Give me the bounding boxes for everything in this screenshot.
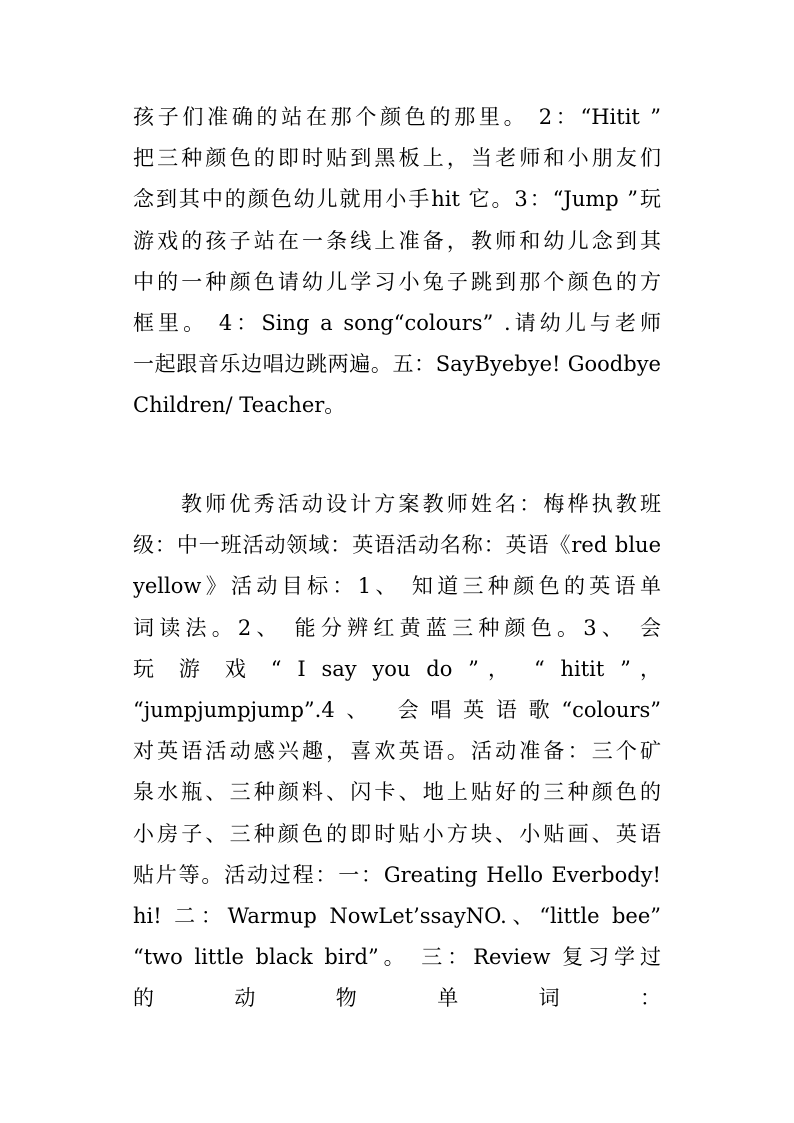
text-line: 中的一种颜色请幼儿学习小兔子跳到那个颜色的方 bbox=[133, 269, 661, 294]
text-line: yellow》活动目标：1、 知道三种颜色的英语单 bbox=[133, 574, 661, 599]
text-line: “jumpjumpjump”.4、 会唱英语歌“colours” bbox=[133, 697, 661, 722]
text-line: 贴片等。活动过程：一：Greating Hello Everbody! bbox=[133, 862, 661, 887]
paragraph-continued-lesson bbox=[133, 97, 661, 427]
text-line: 教师优秀活动设计方案教师姓名：梅桦执教班 bbox=[181, 492, 661, 516]
text-line: “two little black bird”。 三：Review 复习学过 bbox=[133, 945, 661, 970]
text-line: 框里。 4：Sing a song“colours” .请幼儿与老师 bbox=[133, 310, 661, 335]
text-line: hi! 二：Warmup NowLet’ssayNO.、“little bee” bbox=[133, 903, 661, 928]
text-line: 级：中一班活动领域：英语活动名称：英语《red blue bbox=[133, 533, 661, 558]
text-line: 玩 游 戏 “ I say you do ”， “ hitit ”， bbox=[133, 656, 661, 681]
text-line: 泉水瓶、三种颜料、闪卡、地上贴好的三种颜色的 bbox=[133, 780, 661, 805]
text-line: Children/ Teacher。 bbox=[133, 393, 346, 418]
text-line: 对英语活动感兴趣，喜欢英语。活动准备：三个矿 bbox=[133, 739, 661, 764]
text-line: 的 动 物 单 词 ： bbox=[133, 986, 661, 1011]
text-line: 小房子、三种颜色的即时贴小方块、小贴画、英语 bbox=[133, 821, 661, 846]
text-line: 游戏的孩子站在一条线上准备，教师和幼儿念到其 bbox=[133, 228, 661, 253]
text-line: 词读法。2、 能分辨红黄蓝三种颜色。3、 会 bbox=[133, 615, 661, 640]
text-line: 把三种颜色的即时贴到黑板上，当老师和小朋友们 bbox=[133, 146, 661, 171]
text-line: 念到其中的颜色幼儿就用小手hit 它。3：“Jump ”玩 bbox=[133, 187, 661, 212]
paragraph-activity-plan bbox=[133, 484, 661, 1019]
text-line: 一起跟音乐边唱边跳两遍。五：SayByebye! Goodbye bbox=[133, 352, 661, 377]
text-line: 孩子们准确的站在那个颜色的那里。 2：“Hitit ” bbox=[133, 105, 661, 129]
